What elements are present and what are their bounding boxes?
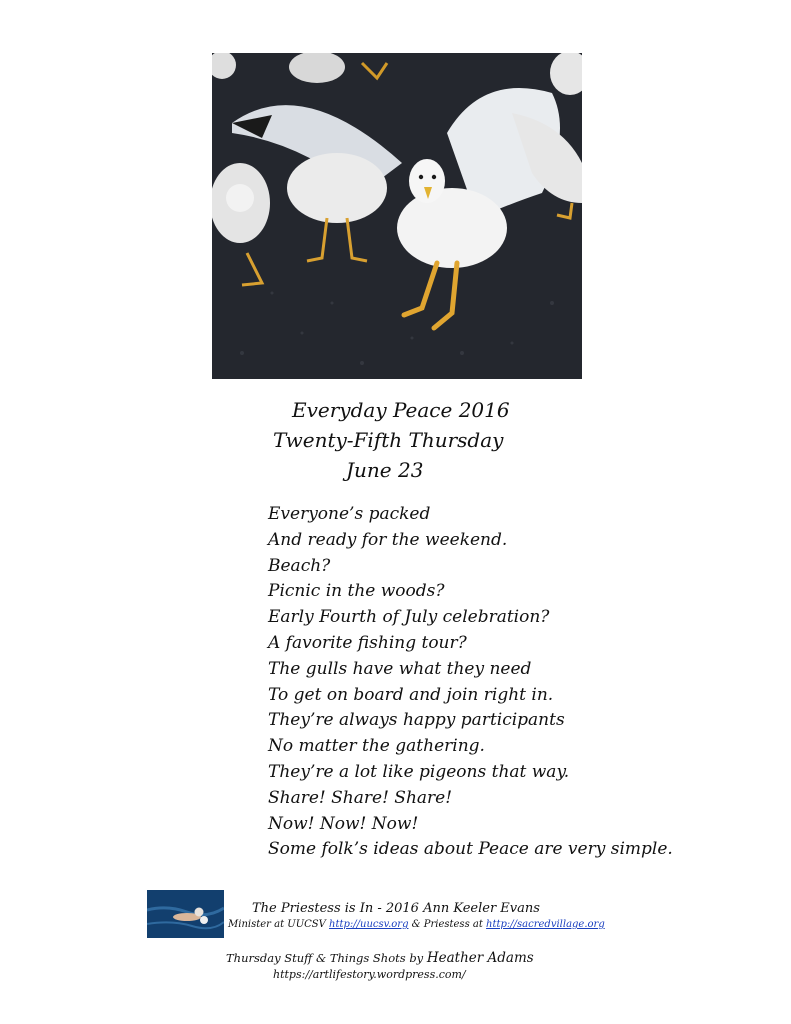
footer-affiliations xyxy=(228,919,605,930)
poem-line: Everyone’s packed xyxy=(268,504,431,524)
footer-heading: The Priestess is In - 2016 Ann Keeler Evans xyxy=(252,901,540,916)
minister-text: Minister at UUCSV xyxy=(228,919,330,930)
author-thumbnail xyxy=(147,890,224,938)
title-line-1: Everyday Peace 2016 xyxy=(292,398,510,422)
uucsv-link[interactable]: http://uucsv.org xyxy=(329,919,409,930)
photo-credit xyxy=(226,950,534,966)
sacredvillage-link[interactable]: http://sacredvillage.org xyxy=(486,919,605,930)
poem-line: And ready for the weekend. xyxy=(268,529,508,550)
poem xyxy=(268,502,673,863)
poem-line: Picnic in the woods? xyxy=(268,581,445,602)
poem-line: Now! Now! Now! xyxy=(268,813,419,834)
credit-name: Heather Adams xyxy=(426,950,534,966)
priestess-text: & Priestess at xyxy=(408,919,487,930)
poem-line: The gulls have what they need xyxy=(268,658,532,679)
seagulls-photo xyxy=(212,53,582,379)
poem-line: They’re a lot like pigeons that way. xyxy=(268,761,570,782)
poem-line: They’re always happy participants xyxy=(268,710,565,731)
poem-line: Early Fourth of July celebration? xyxy=(268,607,550,628)
credit-prefix: Thursday Stuff & Things Shots by xyxy=(226,951,427,965)
poem-line: Beach? xyxy=(268,555,331,576)
poem-line: Share! Share! Share! xyxy=(268,787,453,808)
poem-line: A favorite fishing tour? xyxy=(268,632,467,653)
poem-line: To get on board and join right in. xyxy=(268,684,554,705)
title-line-3: June 23 xyxy=(346,458,424,482)
credit-website: https://artlifestory.wordpress.com/ xyxy=(273,968,466,981)
title-line-2: Twenty-Fifth Thursday xyxy=(273,428,504,452)
poem-line: Some folk’s ideas about Peace are very simple. xyxy=(268,839,673,860)
poem-line: No matter the gathering. xyxy=(268,736,485,757)
